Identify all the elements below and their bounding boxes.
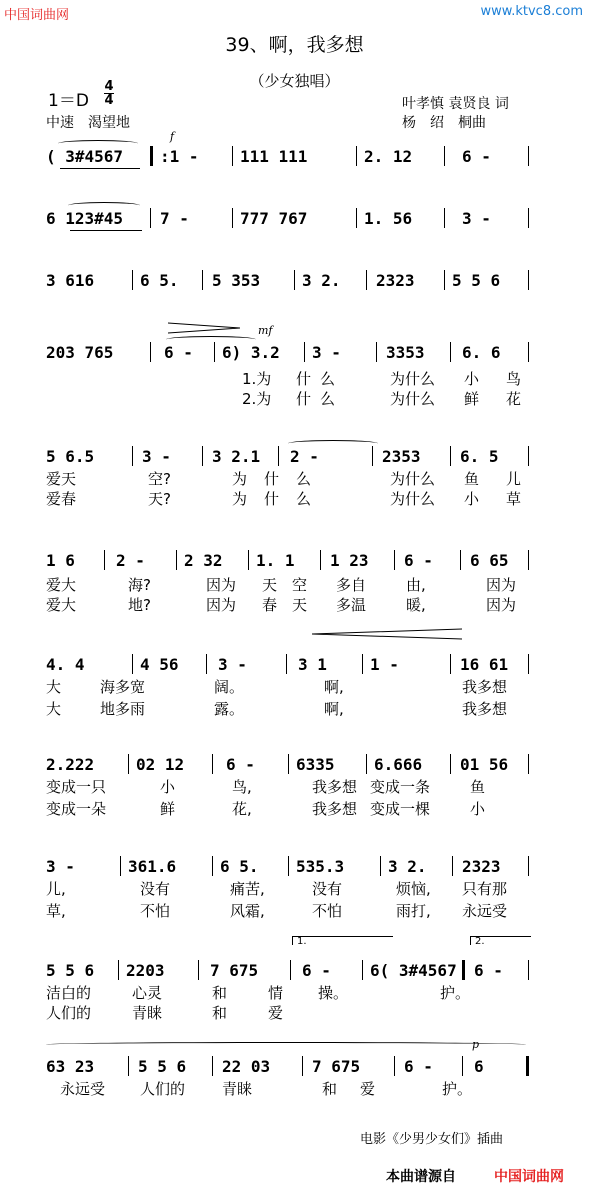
barline	[128, 1056, 129, 1076]
barline	[366, 754, 367, 774]
lyric: 什	[264, 490, 280, 508]
slur	[58, 140, 138, 147]
measure: 6 -	[164, 343, 193, 362]
barline	[444, 208, 445, 228]
lyric: 多自	[336, 576, 367, 594]
lyric: 风霜,	[230, 902, 265, 920]
time-sig-bottom: 4	[104, 93, 114, 108]
lyric: 鱼	[470, 778, 486, 796]
lyric: 么	[296, 470, 312, 488]
first-ending-label: 1.	[297, 936, 307, 947]
barline	[304, 342, 305, 362]
barline	[376, 342, 377, 362]
barline	[460, 550, 461, 570]
measure: :1 -	[160, 147, 199, 166]
lyric: 永远受	[60, 1080, 106, 1098]
lyric: 天	[262, 576, 278, 594]
lyric: 爱春	[46, 490, 77, 508]
lyric: 什	[264, 470, 280, 488]
barline	[462, 1056, 463, 1076]
score-system-8	[0, 750, 589, 818]
barline	[248, 550, 249, 570]
final-barline	[526, 1056, 529, 1076]
measure: 6 123#45	[46, 209, 124, 228]
measure: 1 6	[46, 551, 75, 570]
lyric: 1.为	[242, 370, 272, 388]
barline	[132, 654, 133, 674]
lyric: 小	[464, 370, 480, 388]
lyric: 护。	[440, 984, 471, 1002]
lyric: 鲜	[464, 390, 480, 408]
barline	[132, 446, 133, 466]
lyric: 我多想	[312, 778, 358, 796]
measure: 2353	[382, 447, 421, 466]
measure: 01 56	[460, 755, 509, 774]
lyric: 么	[296, 490, 312, 508]
lyric: 草,	[46, 902, 66, 920]
lyric: 情	[268, 984, 284, 1002]
second-ending-label: 2.	[475, 936, 485, 947]
measure: 3 616	[46, 271, 95, 290]
barline	[232, 146, 233, 166]
barline	[380, 856, 381, 876]
barline	[528, 960, 529, 980]
lyric: 护。	[442, 1080, 473, 1098]
barline	[198, 960, 199, 980]
lyric: 不怕	[140, 902, 171, 920]
song-title: 39、啊，我多想	[225, 34, 364, 56]
footer-source-label: 本曲谱源自	[386, 1169, 456, 1185]
barline	[320, 550, 321, 570]
repeat-barline	[150, 146, 153, 166]
lyric: 青睐	[222, 1080, 253, 1098]
measure: 5 5 6	[46, 961, 95, 980]
barline	[450, 342, 451, 362]
lyric: 爱大	[46, 596, 77, 614]
measure: 2323	[376, 271, 415, 290]
lyric: 为	[232, 470, 248, 488]
measure: 3 -	[462, 209, 491, 228]
barline	[528, 208, 529, 228]
lyric: 烦恼,	[396, 880, 431, 898]
measure: 5 353	[212, 271, 261, 290]
lyric: 没有	[140, 880, 171, 898]
lyric: 永远受	[462, 902, 508, 920]
lyric: 变成一条	[370, 778, 431, 796]
lyric: 暖,	[406, 596, 426, 614]
measure: 361.6	[128, 857, 177, 876]
barline	[444, 146, 445, 166]
lyric: 变成一朵	[46, 800, 107, 818]
score-system-9	[0, 852, 589, 920]
measure: 6 5.	[140, 271, 179, 290]
measure: 2203	[126, 961, 165, 980]
barline	[356, 208, 357, 228]
measure: 5 5 6	[452, 271, 501, 290]
measure: ( 3#4567	[46, 147, 124, 166]
barline	[450, 446, 451, 466]
lyric: 为什么	[390, 490, 436, 508]
lyric: 人们的	[140, 1080, 186, 1098]
footer-site-link[interactable]: 中国词曲网	[494, 1169, 564, 1185]
measure: 22 03	[222, 1057, 271, 1076]
lyric: 鸟,	[232, 778, 252, 796]
barline	[362, 960, 363, 980]
lyric: 啊,	[324, 678, 344, 696]
lyric: 春	[262, 596, 278, 614]
measure: 2323	[462, 857, 501, 876]
barline	[212, 754, 213, 774]
measure: 6 -	[302, 961, 331, 980]
barline	[362, 654, 363, 674]
measure: 6335	[296, 755, 335, 774]
barline	[288, 856, 289, 876]
barline	[120, 856, 121, 876]
barline	[528, 446, 529, 466]
measure: 111 111	[240, 147, 308, 166]
lyric: 么	[320, 390, 336, 408]
lyric: 青睐	[132, 1004, 163, 1022]
barline	[394, 1056, 395, 1076]
lyric: 爱大	[46, 576, 77, 594]
barline	[128, 754, 129, 774]
lyric: 爱	[360, 1080, 376, 1098]
barline	[278, 446, 279, 466]
score-system-7	[0, 650, 589, 718]
measure: 3 2.	[388, 857, 427, 876]
lyric: 空?	[148, 470, 171, 488]
measure: 1. 1	[256, 551, 295, 570]
measure: 3 1	[298, 655, 327, 674]
lyric: 小	[470, 800, 486, 818]
second-ending-bracket	[470, 936, 531, 945]
measure: 5 6.5	[46, 447, 95, 466]
measure: 3353	[386, 343, 425, 362]
lyric: 变成一棵	[370, 800, 431, 818]
lyric: 因为	[206, 596, 237, 614]
barline	[528, 342, 529, 362]
dynamic-mezzo-forte: mf	[258, 324, 273, 337]
lyric: 天	[292, 596, 308, 614]
measure: 535.3	[296, 857, 345, 876]
barline	[202, 270, 203, 290]
lyric: 儿,	[46, 880, 66, 898]
barline	[118, 960, 119, 980]
barline	[104, 550, 105, 570]
lyric: 为什么	[390, 370, 436, 388]
measure: 6( 3#4567	[370, 961, 457, 980]
tempo-marking: 中速 渴望地	[46, 115, 130, 131]
measure: 2 32	[184, 551, 223, 570]
barline	[528, 146, 529, 166]
slur	[68, 202, 140, 209]
lyric: 小	[464, 490, 480, 508]
score-system-4	[0, 324, 589, 408]
measure: 6. 5	[460, 447, 499, 466]
measure: 6 -	[462, 147, 491, 166]
lyric: 变成一只	[46, 778, 107, 796]
barline	[528, 856, 529, 876]
score-system-11	[0, 1038, 589, 1098]
lyric: 因为	[486, 576, 517, 594]
barline	[528, 550, 529, 570]
barline	[288, 754, 289, 774]
lyric: 什	[296, 370, 312, 388]
measure: 16 61	[460, 655, 509, 674]
barline	[528, 654, 529, 674]
barline	[150, 342, 151, 362]
score-system-6	[0, 546, 589, 614]
lyric: 草	[506, 490, 522, 508]
lyric: 儿	[506, 470, 522, 488]
measure: 5 5 6	[138, 1057, 187, 1076]
measure: 7 675	[312, 1057, 361, 1076]
lyric: 花	[506, 390, 522, 408]
measure: 3 -	[46, 857, 75, 876]
measure: 6 5.	[220, 857, 259, 876]
barline	[202, 446, 203, 466]
lyric: 露。	[214, 700, 245, 718]
measure: 4. 4	[46, 655, 85, 674]
measure: 6 -	[404, 1057, 433, 1076]
barline	[450, 754, 451, 774]
lyric: 啊,	[324, 700, 344, 718]
lyric: 空	[292, 576, 308, 594]
lyric: 天?	[148, 490, 171, 508]
tie	[166, 336, 256, 343]
measure: 6 -	[226, 755, 255, 774]
barline	[450, 654, 451, 674]
measure: 2 -	[116, 551, 145, 570]
barline	[132, 270, 133, 290]
barline	[302, 1056, 303, 1076]
measure: 7 -	[160, 209, 189, 228]
measure: 6 65	[470, 551, 509, 570]
barline	[212, 1056, 213, 1076]
barline	[232, 208, 233, 228]
barline	[206, 654, 207, 674]
measure: 3 2.1	[212, 447, 261, 466]
lyric: 为什么	[390, 390, 436, 408]
lyric: 心灵	[132, 984, 163, 1002]
dynamic-piano: p	[472, 1038, 480, 1051]
measure: 2. 12	[364, 147, 413, 166]
lyric: 因为	[486, 596, 517, 614]
crescendo-hairpin	[312, 628, 462, 640]
lyric: 海多宽	[100, 678, 146, 696]
lyric: 人们的	[46, 1004, 92, 1022]
measure: 02 12	[136, 755, 185, 774]
site-watermark-right[interactable]: www.ktvc8.com	[480, 4, 583, 19]
barline	[372, 446, 373, 466]
barline	[394, 550, 395, 570]
lyric: 因为	[206, 576, 237, 594]
lyric: 操。	[318, 984, 349, 1002]
time-signature	[104, 80, 114, 107]
underline-beam	[60, 168, 140, 169]
lyric: 不怕	[312, 902, 343, 920]
barline	[356, 146, 357, 166]
measure: 2.222	[46, 755, 95, 774]
barline	[212, 856, 213, 876]
lyric: 鸟	[506, 370, 522, 388]
measure: 6) 3.2	[222, 343, 280, 362]
lyric: 我多想	[462, 700, 508, 718]
lyric: 没有	[312, 880, 343, 898]
measure: 203 765	[46, 343, 114, 362]
lyric: 海?	[128, 576, 151, 594]
decrescendo-hairpin	[168, 322, 240, 334]
barline	[528, 270, 529, 290]
lyric: 阔。	[214, 678, 245, 696]
measure: 6	[474, 1057, 484, 1076]
score-system-5	[0, 442, 589, 508]
measure: 3 -	[218, 655, 247, 674]
measure: 777 767	[240, 209, 308, 228]
lyric: 什	[296, 390, 312, 408]
barline	[150, 208, 151, 228]
measure: 1 -	[370, 655, 399, 674]
lyric: 由,	[406, 576, 426, 594]
barline	[294, 270, 295, 290]
score-system-3	[0, 266, 589, 306]
measure: 6. 6	[462, 343, 501, 362]
lyric: 大	[46, 700, 62, 718]
time-sig-top: 4	[104, 79, 114, 94]
lyric: 我多想	[312, 800, 358, 818]
first-ending-bracket	[292, 936, 393, 945]
key-signature: 1＝D	[48, 91, 89, 111]
measure: 3 -	[312, 343, 341, 362]
lyric: 雨打,	[396, 902, 431, 920]
lyric: 花,	[232, 800, 252, 818]
barline	[444, 270, 445, 290]
lyric: 多温	[336, 596, 367, 614]
dynamic-forte: f	[170, 130, 175, 143]
score-system-10	[0, 936, 589, 1022]
song-subtitle: （少女独唱）	[249, 72, 340, 90]
phrase-slur	[46, 1042, 526, 1047]
lyric: 大	[46, 678, 62, 696]
barline	[452, 856, 453, 876]
lyric: 爱	[268, 1004, 284, 1022]
measure: 4 56	[140, 655, 179, 674]
lyric: 地多雨	[100, 700, 146, 718]
measure: 2 -	[290, 447, 319, 466]
measure: 63 23	[46, 1057, 95, 1076]
lyric: 痛苦,	[230, 880, 265, 898]
measure: 1 23	[330, 551, 369, 570]
site-watermark-left[interactable]: 中国词曲网	[4, 8, 70, 23]
lyric: 和	[322, 1080, 338, 1098]
measure: 3 2.	[302, 271, 341, 290]
lyric: 小	[160, 778, 176, 796]
lyric: 为	[232, 490, 248, 508]
repeat-barline	[462, 960, 465, 980]
measure: 3 -	[142, 447, 171, 466]
lyric: 地?	[128, 596, 151, 614]
barline	[290, 960, 291, 980]
lyric: 鲜	[160, 800, 176, 818]
barline	[528, 754, 529, 774]
score-system-1	[0, 130, 589, 182]
score-system-2	[0, 204, 589, 244]
tie	[288, 440, 378, 447]
film-credit: 电影《少男少女们》插曲	[360, 1132, 504, 1147]
lyric: 和	[212, 984, 228, 1002]
lyric: 和	[212, 1004, 228, 1022]
measure: 7 675	[210, 961, 259, 980]
lyricist-credit: 叶孝慎 袁贤良 词	[402, 96, 509, 112]
barline	[176, 550, 177, 570]
lyric: 洁白的	[46, 984, 92, 1002]
measure: 6 -	[474, 961, 503, 980]
lyric: 么	[320, 370, 336, 388]
barline	[214, 342, 215, 362]
lyric: 2.为	[242, 390, 272, 408]
measure: 1. 56	[364, 209, 413, 228]
lyric: 我多想	[462, 678, 508, 696]
barline	[286, 654, 287, 674]
composer-credit: 杨 绍 桐曲	[402, 115, 486, 131]
lyric: 鱼	[464, 470, 480, 488]
measure: 6.666	[374, 755, 423, 774]
underline-beam	[70, 230, 142, 231]
lyric: 只有那	[462, 880, 508, 898]
lyric: 为什么	[390, 470, 436, 488]
lyric: 爱天	[46, 470, 77, 488]
barline	[366, 270, 367, 290]
measure: 6 -	[404, 551, 433, 570]
